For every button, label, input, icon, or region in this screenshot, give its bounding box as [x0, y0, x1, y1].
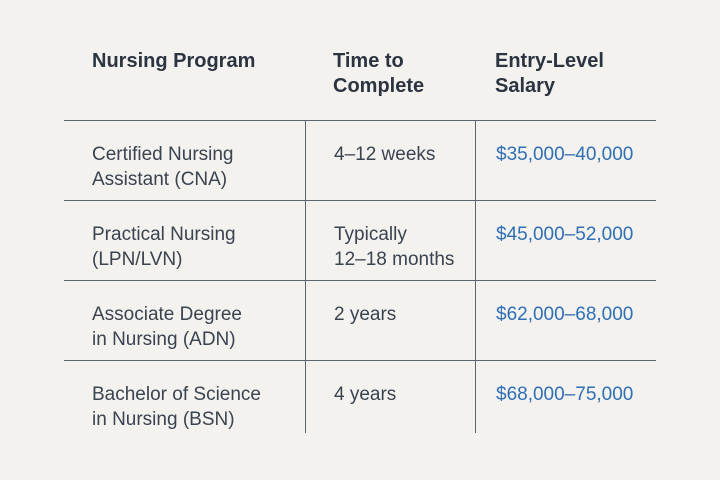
program-cell	[64, 361, 305, 433]
program-name-line: in Nursing (ADN)	[92, 329, 236, 350]
time-to-complete-line: 12–18 months	[334, 249, 455, 270]
program-name-line: Bachelor of Science	[92, 384, 261, 405]
table-header-row	[64, 40, 656, 121]
time-to-complete-line: 2 years	[334, 304, 397, 325]
time-cell	[305, 281, 475, 360]
header-label-line: Time to	[333, 50, 404, 72]
program-cell	[64, 201, 305, 280]
time-cell	[305, 121, 475, 200]
header-label-line: Entry-Level	[495, 50, 604, 72]
time-to-complete-line: 4–12 weeks	[334, 144, 436, 165]
header-nursing-program	[64, 40, 305, 120]
salary-value: $68,000–75,000	[496, 384, 634, 405]
table-row	[64, 361, 656, 433]
salary-cell	[475, 281, 656, 360]
salary-value: $35,000–40,000	[496, 144, 634, 165]
header-entry-level-salary	[475, 40, 656, 120]
program-name-line: Certified Nursing	[92, 144, 234, 165]
salary-cell	[475, 201, 656, 280]
program-name-line: Assistant (CNA)	[92, 169, 228, 190]
header-label-line: Complete	[333, 75, 425, 97]
salary-value: $62,000–68,000	[496, 304, 634, 325]
header-time-to-complete	[305, 40, 475, 120]
program-name-line: Practical Nursing	[92, 224, 236, 245]
program-cell	[64, 281, 305, 360]
program-cell	[64, 121, 305, 200]
nursing-programs-table	[64, 40, 656, 433]
salary-cell	[475, 361, 656, 433]
table-row	[64, 201, 656, 281]
salary-value: $45,000–52,000	[496, 224, 634, 245]
time-cell	[305, 361, 475, 433]
time-to-complete-line: 4 years	[334, 384, 397, 405]
program-name-line: Associate Degree	[92, 304, 242, 325]
time-cell	[305, 201, 475, 280]
salary-cell	[475, 121, 656, 200]
time-to-complete-line: Typically	[334, 224, 407, 245]
header-label-line: Nursing Program	[92, 50, 256, 72]
program-name-line: (LPN/LVN)	[92, 249, 183, 270]
table-row	[64, 281, 656, 361]
header-label-line: Salary	[495, 75, 556, 97]
program-name-line: in Nursing (BSN)	[92, 409, 235, 430]
table-row	[64, 121, 656, 201]
